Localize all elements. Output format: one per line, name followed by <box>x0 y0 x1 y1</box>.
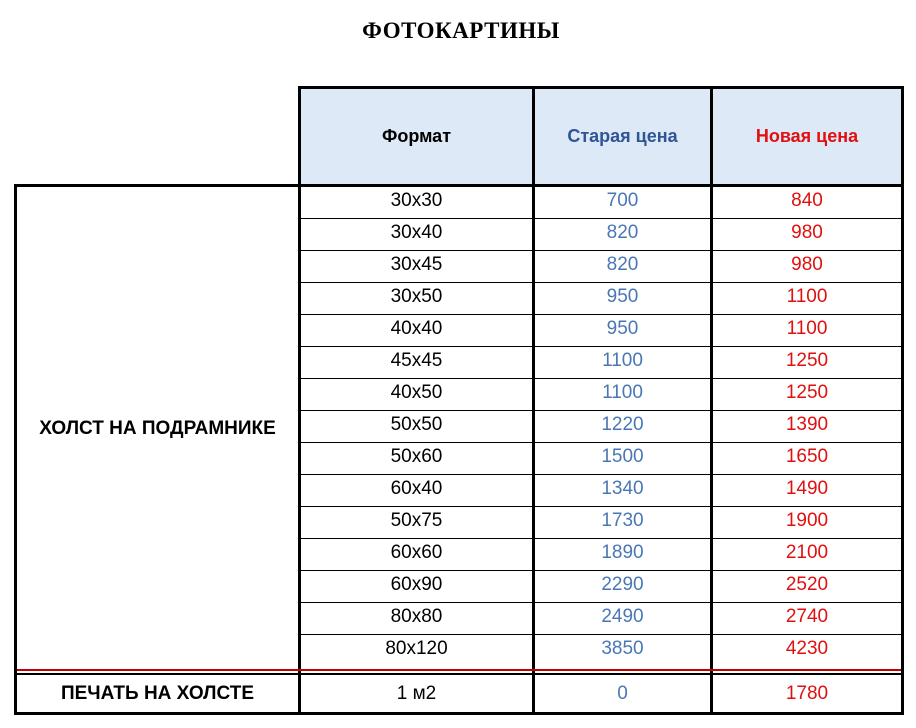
row-new-price: 1250 <box>785 382 829 403</box>
row-old-price: 1500 <box>601 446 644 467</box>
row-format: 60x60 <box>390 542 443 563</box>
row-format: 30x45 <box>390 254 443 275</box>
row-old-price: 820 <box>606 254 639 275</box>
row-format: 80x80 <box>390 606 443 627</box>
row-old-price: 1730 <box>601 510 644 531</box>
row-format: 80x120 <box>385 638 448 659</box>
row-old-price: 1100 <box>602 382 643 403</box>
row-format: 40x40 <box>390 318 443 339</box>
row-old-price: 1340 <box>601 478 644 499</box>
row-old-price: 2290 <box>601 574 644 595</box>
row-new-price: 980 <box>791 222 823 243</box>
row-format: 50x60 <box>390 446 443 467</box>
header-new-price <box>710 86 904 187</box>
row-format: 60x90 <box>390 574 443 595</box>
row-old-price: 1220 <box>601 414 644 435</box>
row-new-price: 2100 <box>785 542 829 563</box>
print-row-label <box>17 676 298 712</box>
row-new-price: 1390 <box>785 414 829 435</box>
row-new-price: 2740 <box>785 606 829 627</box>
print-row-old-price: 0 <box>617 683 628 704</box>
row-new-price: 1250 <box>785 350 829 371</box>
print-row-new-price: 1780 <box>785 683 829 704</box>
row-old-price: 3850 <box>601 638 644 659</box>
group-label <box>17 187 298 670</box>
print-row-format: 1 м2 <box>396 683 437 704</box>
row-old-price: 950 <box>606 318 639 339</box>
row-format: 50x50 <box>390 414 443 435</box>
print-row-label-text: ПЕЧАТЬ НА ХОЛСТЕ <box>60 683 255 704</box>
row-old-price: 820 <box>606 222 639 243</box>
row-new-price: 1490 <box>785 478 829 499</box>
row-old-price: 700 <box>606 190 639 211</box>
row-new-price: 980 <box>791 254 823 275</box>
row-new-price: 2520 <box>785 574 829 595</box>
row-format: 30x40 <box>390 222 443 243</box>
row-old-price: 1890 <box>601 542 644 563</box>
header-format <box>298 86 535 187</box>
row-format: 50x75 <box>390 510 443 531</box>
row-new-price: 1900 <box>785 510 829 531</box>
row-new-price: 4230 <box>785 638 829 659</box>
row-new-price: 840 <box>791 190 823 211</box>
page-title: ФОТОКАРТИНЫ <box>362 18 560 43</box>
row-old-price: 950 <box>606 286 639 307</box>
row-format: 30x50 <box>390 286 443 307</box>
row-format: 40x50 <box>390 382 443 403</box>
header-old-price <box>532 86 713 187</box>
group-label-text: ХОЛСТ НА ПОДРАМНИКЕ <box>39 417 276 439</box>
row-new-price: 1650 <box>785 446 829 467</box>
row-format: 30x30 <box>390 190 443 211</box>
header-new-price-label: Новая цена <box>755 126 859 146</box>
row-new-price: 1100 <box>786 318 828 339</box>
header-format-label: Формат <box>381 126 452 146</box>
separator-black-line <box>17 673 901 675</box>
row-format: 45x45 <box>390 350 443 371</box>
row-old-price: 1100 <box>602 350 643 371</box>
row-old-price: 2490 <box>601 606 644 627</box>
header-old-price-label: Старая цена <box>567 126 678 146</box>
row-new-price: 1100 <box>786 286 828 307</box>
row-format: 60x40 <box>390 478 443 499</box>
